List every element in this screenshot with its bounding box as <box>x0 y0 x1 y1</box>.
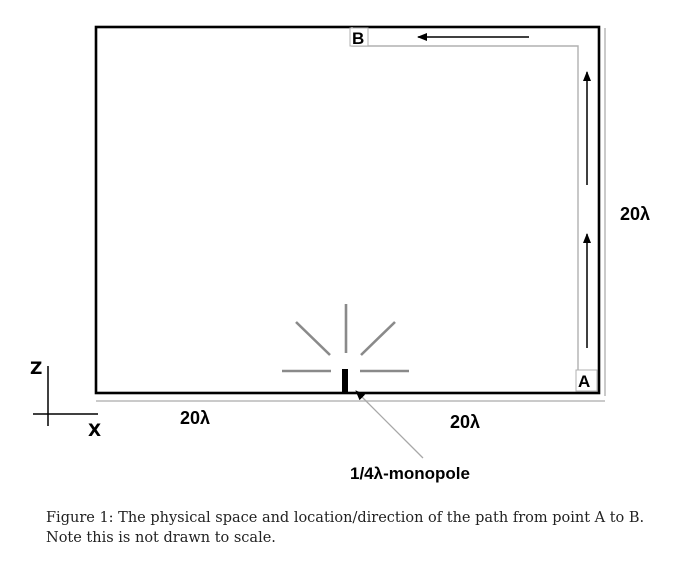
ray-up-right <box>361 322 395 355</box>
width-left-label: 20λ <box>180 408 211 428</box>
antenna-label: 1/4λ-monopole <box>350 464 470 483</box>
room-boundary <box>96 27 599 393</box>
path-a-to-b <box>352 27 578 370</box>
figure-caption: Figure 1: The physical space and location/direction of the path from point A to B. Note this is not drawn to scale. <box>46 510 645 546</box>
z-axis-label: Z <box>30 359 43 379</box>
x-axis-label: X <box>88 421 102 441</box>
monopole-antenna <box>342 369 348 393</box>
ray-up-left <box>296 322 330 355</box>
width-right-label: 20λ <box>450 412 481 432</box>
height-label: 20λ <box>620 204 651 224</box>
point-b-label: B <box>352 29 365 48</box>
point-a-label: A <box>578 372 591 391</box>
